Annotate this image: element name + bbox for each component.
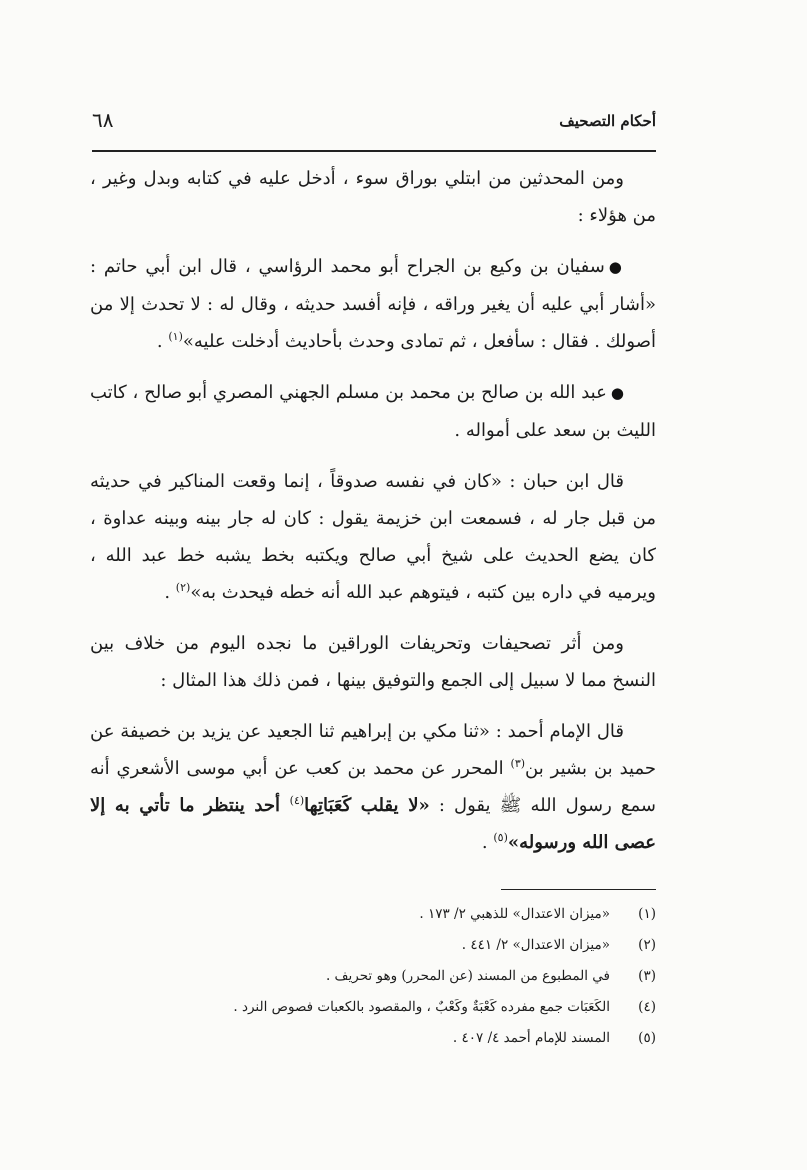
paragraph-copyists: ومن أثر تصحيفات وتحريفات الوراقين ما نجده اليوم من خلاف بين النسخ مما لا سبيل إلى الجمع والتوفيق بينها ، فمن ذلك هذا المثال : — [90, 633, 656, 691]
footnote-ref-1: (١) — [168, 330, 183, 343]
footnote-number: (٢) — [638, 937, 656, 953]
footnote-number: (١) — [638, 906, 656, 922]
page-number: ٦٨ — [92, 108, 114, 132]
running-title: أحكام التصحيف — [559, 112, 656, 130]
footnote-ref-3: (٣) — [510, 757, 526, 770]
paragraph-sufyan: ●سفيان بن وكيع بن الجراح أبو محمد الرؤاسي ، قال ابن أبي حاتم : «أشار أبي عليه أن يغير وراقه ، فإنه أفسد حديثه ، وقال له : لا تحدث إلا من أصولك . فقال : سأفعل ، ثم تمادى وحدث بأحاديث أدخلت عليه»$^{(١)}$ . — [90, 256, 656, 352]
header-rule — [92, 150, 656, 152]
footnote-text: المسند للإمام أحمد ٤/ ٤٠٧ . — [452, 1030, 610, 1046]
page-header — [92, 108, 656, 138]
footnote-2 — [90, 930, 656, 961]
footnote-text: «ميزان الاعتدال» ٢/ ٤٤١ . — [461, 937, 610, 953]
hadith-text-cont: أحد ينتظر ما تأتي به إلا عصى الله ورسوله» — [90, 795, 656, 853]
paragraph-intro: ومن المحدثين من ابتلي بوراق سوء ، أدخل عليه في كتابه وبدل وغير ، من هؤلاء : — [90, 168, 656, 226]
footnote-ref-4: (٤) — [289, 794, 305, 807]
hadith-text: «لا يقلب كَعَبَاتِها — [304, 795, 430, 816]
paragraph-abdullah: ●عبد الله بن صالح بن محمد بن مسلم الجهني المصري أبو صالح ، كاتب الليث بن سعد على أمواله . — [90, 382, 656, 441]
footnote-text: الكَعَبَات جمع مفرده كَعْبَةٌ وكَعْبٌ ، والمقصود بالكعبات فصوص النرد . — [233, 999, 610, 1015]
bullet-icon: ● — [610, 384, 625, 402]
footnote-number: (٥) — [638, 1030, 656, 1046]
footnote-ref-5: (٥) — [493, 831, 508, 844]
footnote-number: (٤) — [638, 999, 656, 1015]
paragraph-ahmad: قال الإمام أحمد : «ثنا مكي بن إبراهيم ثنا الجعيد عن يزيد بن خصيفة عن حميد بن بشير بن$^{(٣)}$ المحرر عن محمد بن كعب عن أبي موسى الأشعري أنه سمع رسول الله ﷺ يقول : «لا يقلب كَعَبَاتِها$^{(٤)}$ أحد ينتظر ما تأتي به إلا عصى الله ورسوله»$^{(٥)}$ . — [90, 721, 657, 853]
footnote-rule — [501, 889, 656, 890]
main-text — [90, 160, 656, 861]
footnote-text: «ميزان الاعتدال» للذهبي ٢/ ١٧٣ . — [419, 906, 610, 922]
footnote-5 — [90, 1023, 656, 1054]
bullet-icon: ● — [608, 258, 625, 276]
footnote-4 — [90, 992, 656, 1023]
footnote-number: (٣) — [638, 968, 656, 984]
footnote-text: في المطبوع من المسند (عن المحرر) وهو تحريف . — [325, 968, 610, 984]
footnote-ref-2: (٢) — [175, 581, 191, 594]
paragraph-ibn-hibban: قال ابن حبان : «كان في نفسه صدوقاً ، إنما وقعت المناكير في حديثه من قبل جار له ، فسمعت ابن خزيمة يقول : كان له جار بينه وبينه عداوة ، كان يضع الحديث على شيخ أبي صالح ويكتبه بخط يشبه خط عبد الله ، ويرميه في داره بين كتبه ، فيتوهم عبد الله أنه خطه فيحدث به»$^{(٢)}$ . — [90, 471, 656, 603]
footnote-3 — [90, 961, 656, 992]
footnotes — [90, 899, 656, 1054]
footnote-1 — [90, 899, 656, 930]
